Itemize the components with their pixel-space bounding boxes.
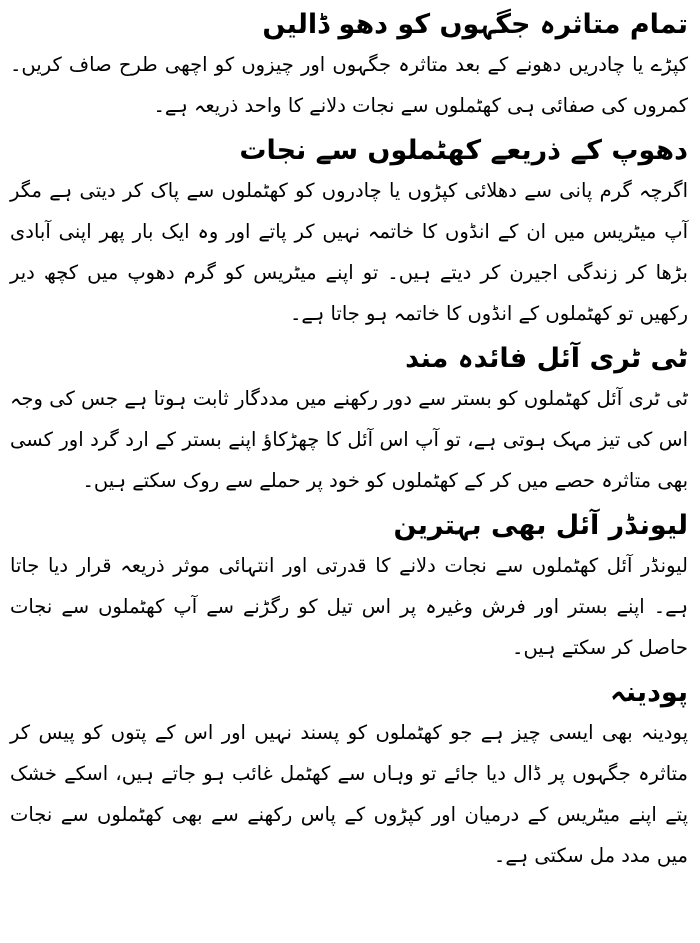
section-paragraph: لیونڈر آئل کھٹملوں سے نجات دلانے کا قدرتی اور انتہائی موثر ذریعہ قرار دیا جاتا ہے۔ اپنے بستر اور فرش وغیرہ پر اس تیل کو رگڑنے سے آپ کھٹملوں سے نجات حاصل کر سکتے ہیں۔	[10, 554, 688, 659]
section-paragraph: ٹی ٹری آئل کھٹملوں کو بستر سے دور رکھنے میں مددگار ثابت ہوتا ہے جس کی وجہ اس کی تیز مہک ہوتی ہے، تو آپ اس آئل کا چھڑکاؤ اپنے بستر کے ارد گرد اور کسی بھی متاثرہ حصے میں کر کے کھٹملوں کو خود پر حملے سے روک سکتے ہیں۔	[10, 387, 688, 492]
section-tea-tree-oil	[10, 340, 688, 501]
section-paragraph: پودینہ بھی ایسی چیز ہے جو کھٹملوں کو پسند نہیں اور اس کے پتوں کو پیس کر متاثرہ جگہوں پر ڈال دیا جائے تو وہاں سے کھٹمل غائب ہو جاتے ہیں، اسکے خشک پتے اپنے میٹریس کے درمیان اور کپڑوں کے پاس رکھنے سے بھی کھٹملوں سے نجات میں مدد مل سکتی ہے۔	[10, 721, 688, 867]
section-sunlight	[10, 132, 688, 334]
section-heading: پودینہ	[610, 677, 688, 708]
section-wash-affected-areas	[10, 6, 688, 126]
section-paragraph: اگرچہ گرم پانی سے دھلائی کپڑوں یا چادروں کو کھٹملوں سے پاک کر دیتی ہے مگر آپ میٹریس میں ان کے انڈوں کا خاتمہ نہیں کر پاتے اور وہ ایک بار پھر اپنی آبادی بڑھا کر زندگی اجیرن کر دیتے ہیں۔ تو اپنے میٹریس کو گرم دھوپ میں کچھ دیر رکھیں تو کھٹملوں کے انڈوں کا خاتمہ ہو جاتا ہے۔	[10, 179, 688, 325]
section-heading: لیونڈر آئل بھی بہترین	[393, 510, 688, 541]
section-mint	[10, 674, 688, 876]
section-heading: تمام متاثرہ جگہوں کو دھو ڈالیں	[262, 9, 688, 40]
section-heading: ٹی ٹری آئل فائدہ مند	[405, 343, 688, 374]
section-lavender-oil	[10, 507, 688, 668]
section-heading: دھوپ کے ذریعے کھٹملوں سے نجات	[239, 135, 688, 166]
section-paragraph: کپڑے یا چادریں دھونے کے بعد متاثرہ جگہوں اور چیزوں کو اچھی طرح صاف کریں۔ کمروں کی صفائی ہی کھٹملوں سے نجات دلانے کا واحد ذریعہ ہے۔	[10, 53, 688, 117]
